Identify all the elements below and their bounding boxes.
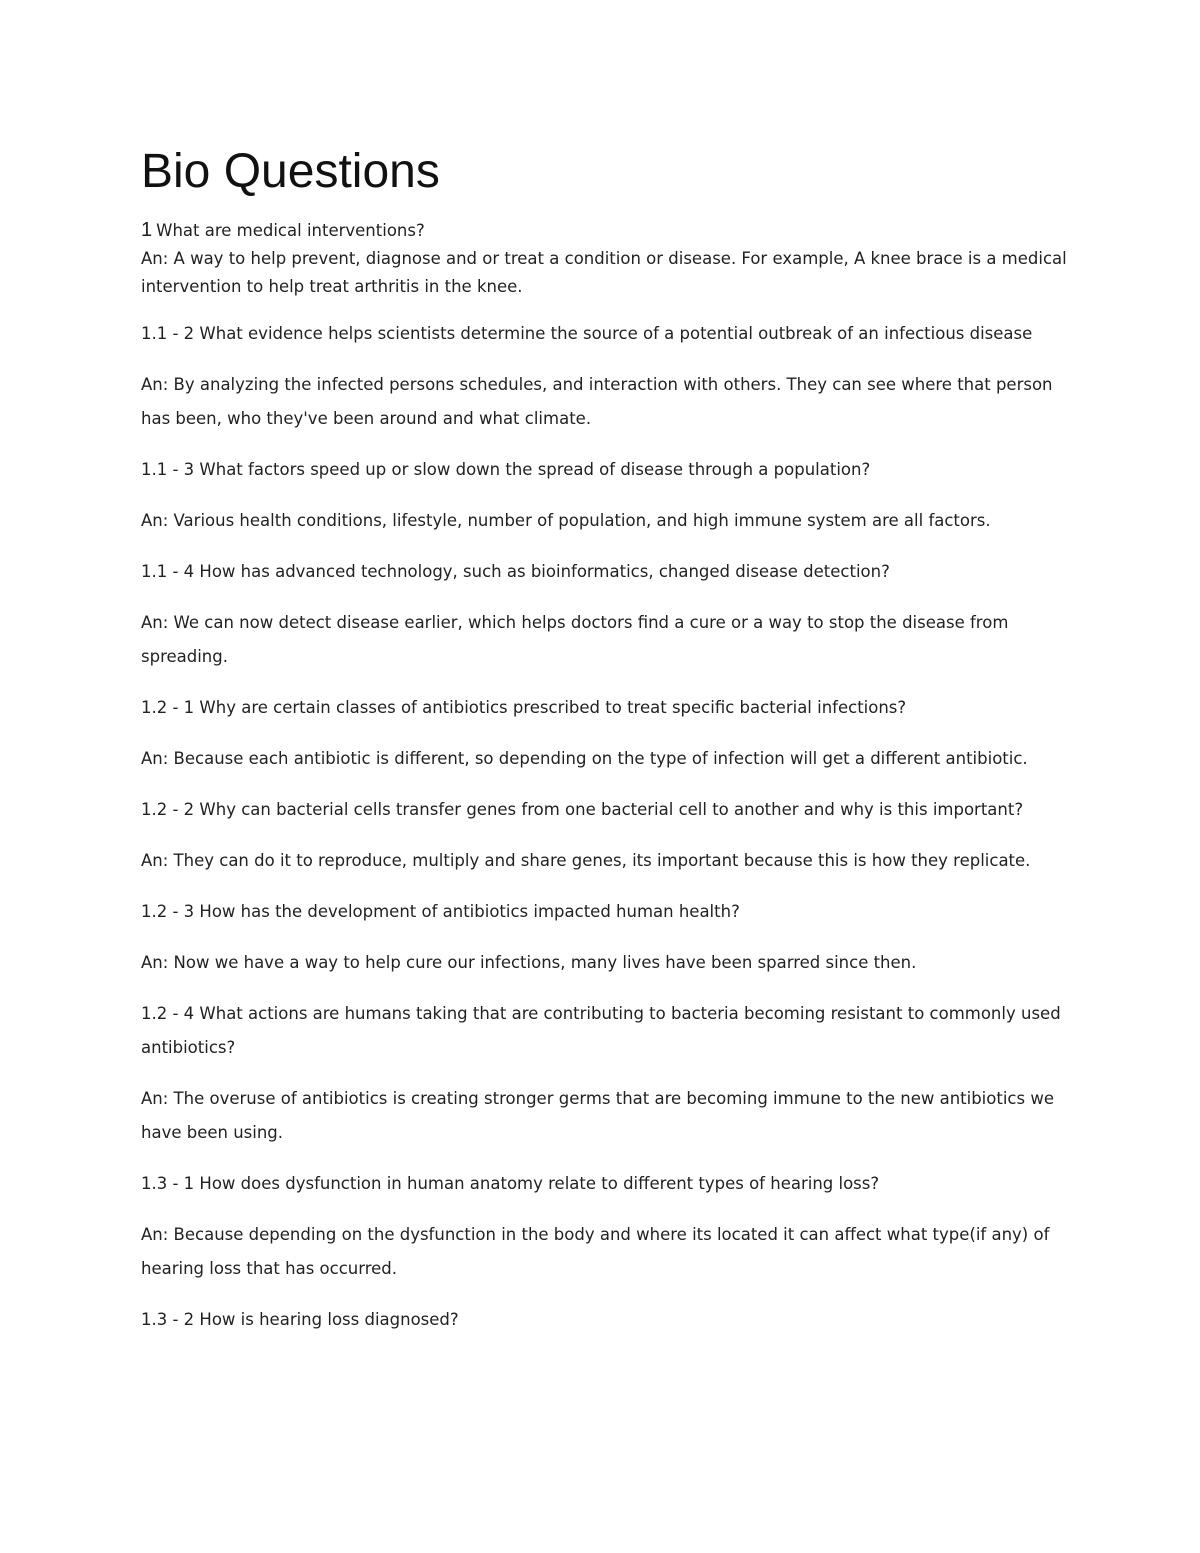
- question-1-1-3: 1.1 - 3 What factors speed up or slow down the spread of disease through a population?: [141, 460, 871, 479]
- question-1-1-4: 1.1 - 4 How has advanced technology, such as bioinformatics, changed disease detection?: [141, 562, 890, 581]
- question-1-text: What are medical interventions?: [156, 221, 425, 240]
- document-page: [141, 140, 1071, 1354]
- document-title: Bio Questions: [141, 145, 440, 198]
- answer-1-2-4: An: The overuse of antibiotics is creating stronger germs that are becoming immune to the new antibiotics we have been using.: [141, 1089, 1054, 1142]
- answer-1-3-1: An: Because depending on the dysfunction in the body and where its located it can affect what type(if any) of hearing loss that has occurred.: [141, 1225, 1050, 1278]
- answer-1-1-4: An: We can now detect disease earlier, which helps doctors find a cure or a way to stop the disease from spreading.: [141, 613, 1009, 666]
- question-1-2-2: 1.2 - 2 Why can bacterial cells transfer genes from one bacterial cell to another and why is this important?: [141, 800, 1024, 819]
- answer-1-1-2: An: By analyzing the infected persons schedules, and interaction with others. They can see where that person has been, who they've been around and what climate.: [141, 375, 1053, 428]
- question-1-2-4: 1.2 - 4 What actions are humans taking that are contributing to bacteria becoming resistant to commonly used antibiotics?: [141, 1004, 1061, 1057]
- question-1: [141, 216, 1071, 245]
- question-1-3-2: 1.3 - 2 How is hearing loss diagnosed?: [141, 1310, 459, 1329]
- answer-1-1-3: An: Various health conditions, lifestyle, number of population, and high immune system are all factors.: [141, 511, 991, 530]
- question-1-number: 1: [141, 219, 153, 241]
- question-1-2-3: 1.2 - 3 How has the development of antibiotics impacted human health?: [141, 902, 740, 921]
- answer-1-2-2: An: They can do it to reproduce, multiply and share genes, its important because this is how they replicate.: [141, 851, 1031, 870]
- qa-list: [141, 317, 1071, 1337]
- answer-1-2-3: An: Now we have a way to help cure our infections, many lives have been sparred since then.: [141, 953, 917, 972]
- question-1-1-2: 1.1 - 2 What evidence helps scientists determine the source of a potential outbreak of an infectious disease: [141, 324, 1033, 343]
- answer-1-2-1: An: Because each antibiotic is different, so depending on the type of infection will get a different antibiotic.: [141, 749, 1028, 768]
- answer-1: An: A way to help prevent, diagnose and or treat a condition or disease. For example, A knee brace is a medical intervention to help treat arthritis in the knee.: [141, 249, 1067, 296]
- question-1-3-1: 1.3 - 1 How does dysfunction in human anatomy relate to different types of hearing loss?: [141, 1174, 880, 1193]
- question-1-2-1: 1.2 - 1 Why are certain classes of antibiotics prescribed to treat specific bacterial infections?: [141, 698, 907, 717]
